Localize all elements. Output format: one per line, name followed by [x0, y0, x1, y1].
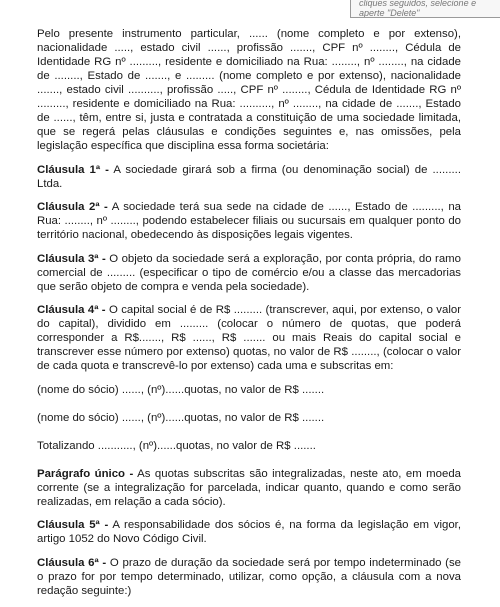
tooltip-line-2: aperte "Delete" [359, 8, 420, 18]
clause-4-title: Cláusula 4ª - [37, 304, 106, 316]
partner-line-2: (nome do sócio) ......, (nº)......quotas, no valor de R$ ....... [37, 411, 325, 424]
clause-3-text: O objeto da sociedade será a exploração, por conta própria, do ramo comercial de ......... (especificar o tipo de comércio e/ou a classe das mercadorias que serão objeto de compra e venda pela sociedade). [37, 252, 461, 293]
clause-5-text: A responsabilidade dos sócios é, na forma da legislação em vigor, artigo 1052 do Novo Código Civil. [37, 519, 461, 545]
clause-1-title: Cláusula 1ª - [37, 163, 109, 176]
clause-3-title: Cláusula 3ª - [37, 252, 106, 265]
clause-6-title: Cláusula 6ª - [37, 556, 107, 569]
tooltip-hint [350, 0, 500, 18]
clause-6 [37, 556, 461, 598]
sole-paragraph-text: As quotas subscritas são integralizadas, neste ato, em moeda corrente (se a integralização for parcelada, indicar quanto, quando e como serão realizadas, em relação a cada sócio). [37, 467, 461, 508]
sole-paragraph [37, 467, 461, 509]
clause-2-text: A sociedade terá sua sede na cidade de ......, Estado de ........., na Rua: ........, nº ........, podendo estabelecer filiais ou sucursais em qualquer ponto do território nacional, obedecendo às disposições legais vigentes. [37, 201, 461, 241]
document-body [37, 27, 461, 607]
clause-3 [37, 252, 461, 294]
clause-5-title: Cláusula 5ª - [37, 519, 109, 531]
partner-line-1: (nome do sócio) ......, (nº)......quotas, no valor de R$ ....... [37, 383, 325, 396]
clause-1 [37, 163, 461, 191]
clause-6-text: O prazo de duração da sociedade será por tempo indeterminado (se o prazo for por tempo determinado, utilizar, como opção, a cláusula com a nova redação seguinte:) [37, 556, 462, 597]
sole-paragraph-title: Parágrafo único - [37, 467, 134, 480]
clause-1-text: A sociedade girará sob a firma (ou denominação social) de ......... Ltda. [37, 163, 461, 190]
clause-4-text: O capital social é de R$ ......... (transcrever, aqui, por extenso, o valor do capital), dividido em ......... (colocar o número de quotas, que poderá corresponder a R$......., R$ ......, R$ ....... ou mais Reais do capital social e transcrever esse número por extenso) quotas, no valor de R$ ........, (colocar o valor de cada quota e transcrevê-lo por extenso) cada uma e subscritas em: [37, 304, 461, 372]
intro-paragraph: Pelo presente instrumento particular, ...... (nome completo e por extenso), nacionalidade ....., estado civil ......, profissão ......., CPF nº ........, Cédula de Identidade RG nº ........., residente e domiciliado na Rua: ........, nº ........, na cidade de ........, Estado de ......., e ......... (nome completo e por extenso), nacionalidade ......., estado civil .........., profissão ....., CPF nº ........, Cédula de Identidade RG nº ........., residente e domiciliado na Rua: .........., nº ........, na cidade de ......., Estado de ......, têm, entre si, justa e contratada a constituição de uma sociedade limitada, que se regerá pelas cláusulas e condições seguintes e, nas omissões, pela legislação específica que disciplina essa forma societária: [37, 28, 461, 152]
total-line: Totalizando ..........., (nº)......quotas, no valor de R$ ....... [37, 439, 316, 452]
clause-2 [37, 200, 461, 242]
clause-2-title: Cláusula 2ª - [37, 201, 108, 213]
clause-5 [37, 518, 461, 546]
clause-4 [37, 303, 461, 373]
tooltip-line-1: cliques seguidos, selecione e [359, 0, 477, 8]
